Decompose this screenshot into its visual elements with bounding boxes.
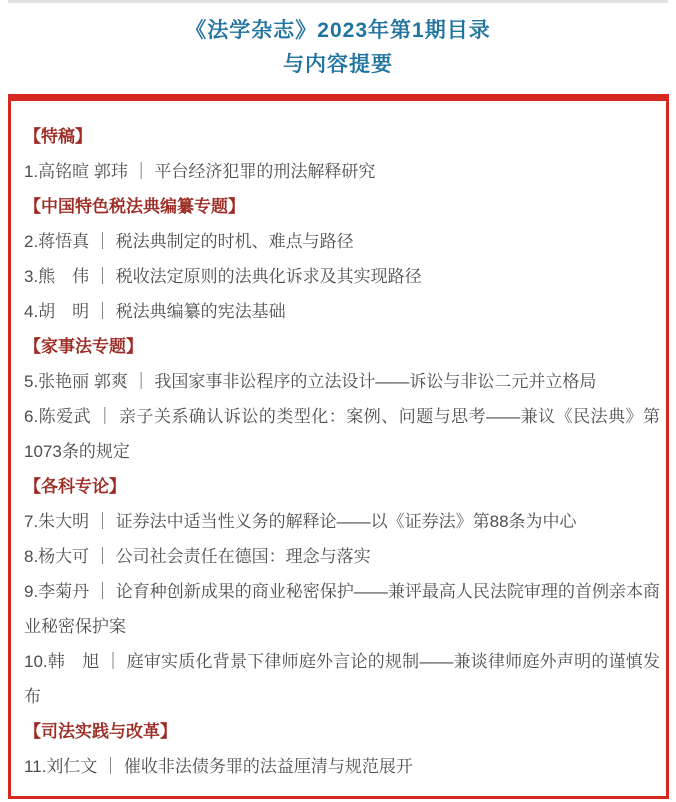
- toc-item: 2.蒋悟真 ｜ 税法典制定的时机、难点与路径: [24, 232, 354, 251]
- toc-item: 6.陈爱武 ｜ 亲子关系确认诉讼的类型化：案例、问题与思考——兼议《民法典》第1073条的规定: [24, 407, 660, 461]
- toc-item: 8.杨大可 ｜ 公司社会责任在德国：理念与落实: [24, 547, 371, 566]
- toc-item: 4.胡 明 ｜ 税法典编纂的宪法基础: [24, 302, 286, 321]
- toc-section: [24, 469, 660, 714]
- toc-item: 7.朱大明 ｜ 证券法中适当性义务的解释论——以《证券法》第88条为中心: [24, 512, 577, 531]
- section-heading: 【司法实践与改革】: [24, 722, 177, 741]
- toc-section: [24, 714, 660, 784]
- toc-section: [24, 119, 660, 189]
- toc-section: [24, 189, 660, 329]
- toc-item: 10.韩 旭 ｜ 庭审实质化背景下律师庭外言论的规制——兼谈律师庭外声明的谨慎发布: [24, 652, 660, 706]
- toc-item: 5.张艳丽 郭爽 ｜ 我国家事非讼程序的立法设计——诉讼与非讼二元并立格局: [24, 372, 597, 391]
- toc-item: 1.高铭暄 郭玮 ｜ 平台经济犯罪的刑法解释研究: [24, 162, 376, 181]
- section-heading: 【家事法专题】: [24, 337, 143, 356]
- section-heading: 【中国特色税法典编纂专题】: [24, 197, 245, 216]
- toc-item: 3.熊 伟 ｜ 税收法定原则的法典化诉求及其实现路径: [24, 267, 422, 286]
- toc-section: [24, 329, 660, 469]
- page-title-line-1: 《法学杂志》2023年第1期目录: [185, 19, 491, 42]
- page-title-line-2: 与内容提要: [283, 53, 393, 76]
- page-header: [0, 3, 676, 82]
- toc-box: [8, 94, 669, 799]
- toc-item: 9.李菊丹 ｜ 论育种创新成果的商业秘密保护——兼评最高人民法院审理的首例亲本商业秘密保护案: [24, 582, 660, 636]
- section-heading: 【各科专论】: [24, 477, 126, 496]
- section-heading: 【特稿】: [24, 127, 92, 146]
- toc-item: 11.刘仁文 ｜ 催收非法债务罪的法益厘清与规范展开: [24, 757, 413, 776]
